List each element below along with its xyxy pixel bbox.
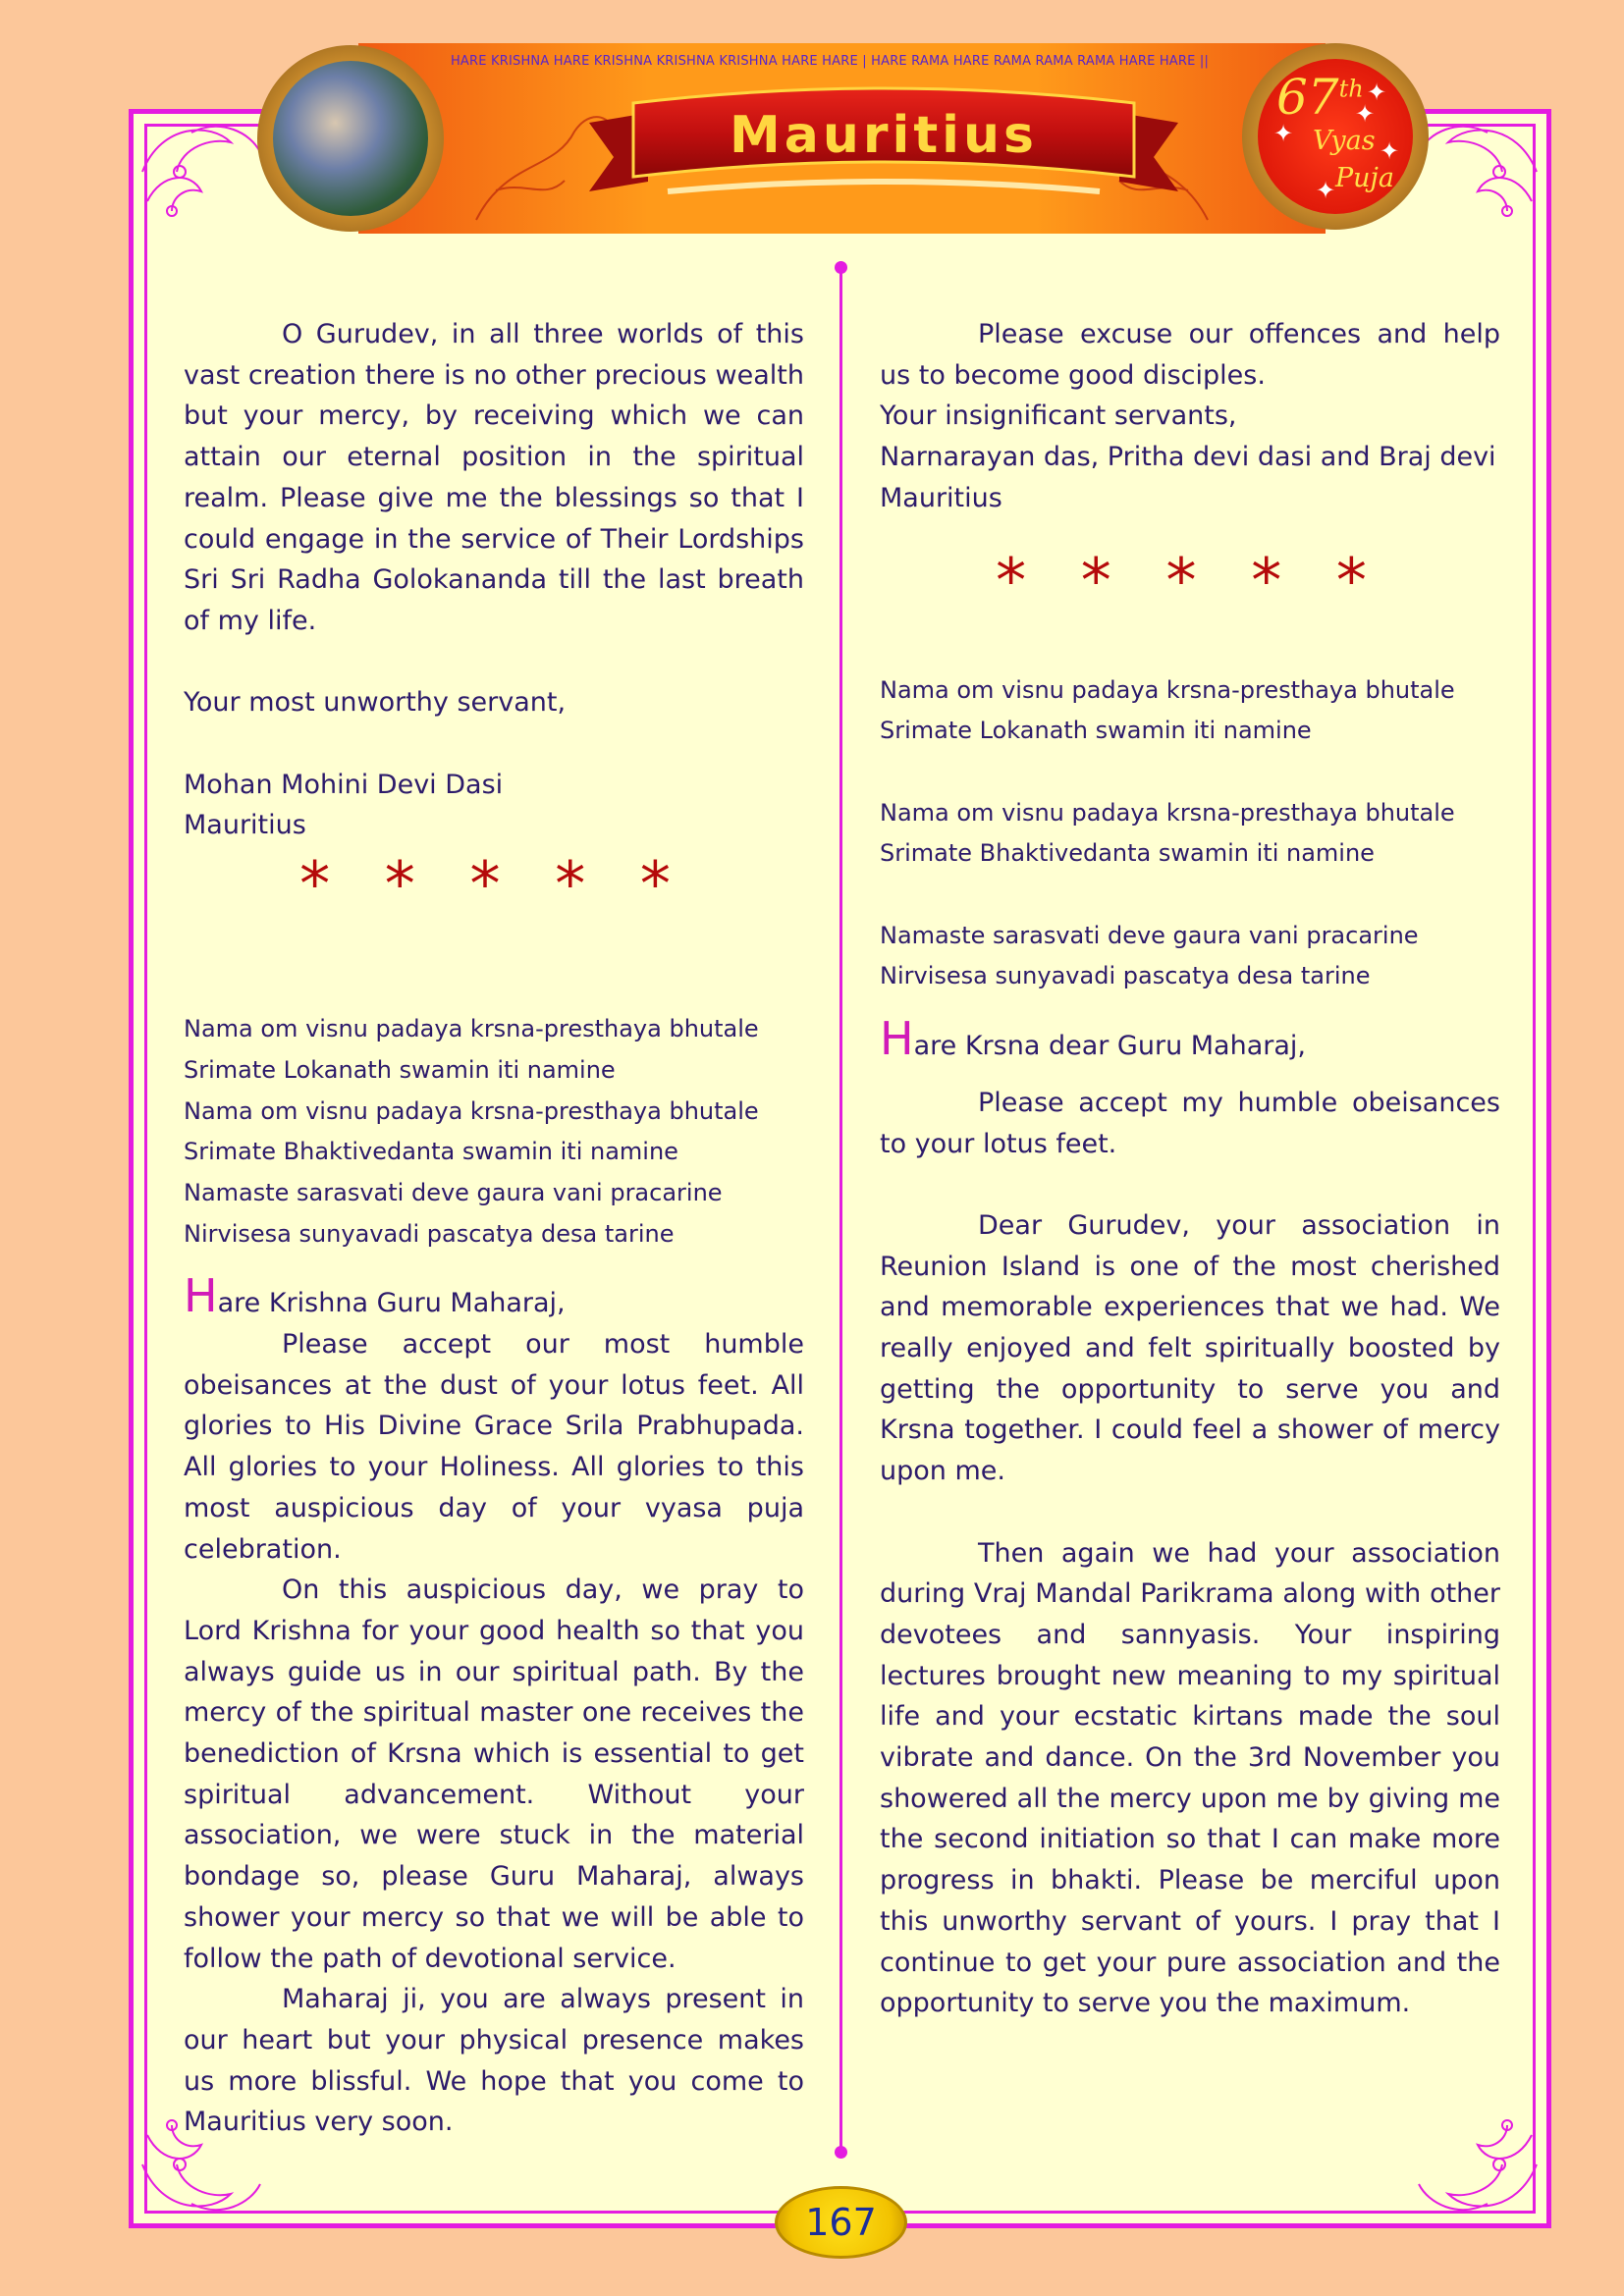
greeting: Hare Krsna dear Guru Maharaj, [880, 1012, 1306, 1066]
verse-line: Srimate Bhaktivedanta swamin iti namine [184, 1138, 678, 1166]
letter-paragraph: Dear Gurudev, your association in Reunion Island is one of the most cherished and memorable experiences that we had. We really enjoyed and felt spiritually boosted by getting the opportunity to serve you and Krsna together. I could feel a shower of mercy upon me. [880, 1209, 1500, 1487]
letter-paragraph: Please excuse our offences and help us to become good disciples. [880, 319, 1500, 391]
verse-line: Srimate Lokanath swamin iti namine [184, 1055, 616, 1084]
puja-label: Puja [1335, 163, 1395, 193]
verse-line: Nirvisesa sunyavadi pascatya desa tarine [184, 1219, 675, 1248]
verse-line: Srimate Lokanath swamin iti namine [880, 717, 1312, 745]
verse-line: Nirvisesa sunyavadi pascatya desa tarine [880, 962, 1371, 990]
corner-flourish-top-left [133, 113, 270, 231]
signature-place: Mauritius [184, 810, 306, 841]
anniversary-number: 67th [1276, 69, 1364, 126]
verse-line: Namaste sarasvati deve gaura vani pracarine [184, 1178, 723, 1206]
drop-initial: H [184, 1269, 218, 1323]
divider-dot-bottom [835, 2146, 847, 2159]
verse-line: Namaste sarasvati deve gaura vani pracarine [880, 921, 1419, 949]
verse-line: Srimate Bhaktivedanta swamin iti namine [880, 839, 1375, 868]
drop-initial: H [880, 1012, 914, 1066]
country-title: Mauritius [730, 106, 1038, 165]
verse-line: Nama om visnu padaya krsna-presthaya bhutale [184, 1096, 759, 1125]
column-divider [839, 267, 842, 2154]
separator-stars: * * * * * [299, 848, 688, 921]
sparkle-icon: ✦ [1355, 100, 1376, 128]
mantra-text: HARE KRISHNA HARE KRISHNA KRISHNA KRISHNA HARE HARE | HARE RAMA HARE RAMA RAMA RAMA HARE HARE || [450, 54, 1210, 69]
deity-image [273, 61, 428, 216]
letter-paragraph: On this auspicious day, we pray to Lord Krishna for your good health so that you always guide us in our spiritual path. By the mercy of the spiritual master one receives the benediction of Krsna which is essential to get spiritual advancement. Without your association, we were stuck in the material bondage so, please Guru Maharaj, always shower your mercy so that we will be able to follow the path of devotional service. [184, 1575, 804, 1974]
sparkle-icon: ✦ [1273, 120, 1294, 147]
sparkle-icon: ✦ [1367, 79, 1387, 106]
verse-line: Nama om visnu padaya krsna-presthaya bhutale [184, 1015, 759, 1043]
vyas-label: Vyas [1313, 126, 1376, 156]
letter-closing: Your most unworthy servant, [184, 687, 567, 719]
sparkle-icon: ✦ [1380, 137, 1400, 165]
deity-medallion [257, 45, 444, 232]
letter-paragraph: Please accept my humble obeisances to your lotus feet. [880, 1087, 1500, 1159]
letter-paragraph: O Gurudev, in all three worlds of this vast creation there is no other precious wealth but your mercy, by receiving which we can attain our eternal position in the spiritual realm. Please give me the blessings so that I could engage in the service of Their Lordships Sri Sri Radha Golokananda till the last breath of my life. [184, 319, 804, 636]
verse-line: Nama om visnu padaya krsna-presthaya bhutale [880, 798, 1455, 827]
letter-closing: Your insignificant servants, [880, 400, 1237, 432]
signature-names: Narnarayan das, Pritha devi dasi and Braj devi [880, 442, 1496, 473]
letter-paragraph: Then again we had your association during Vraj Mandal Parikrama along with other devotees and sannyasis. Your inspiring lectures brought new meaning to my spiritual life and your ecstatic kirtans made the soul vibrate and dance. On the 3rd November you showered all the mercy upon me by giving me the second initiation so that I can make more progress in bhakti. Please be merciful upon this unworthy servant of yours. I pray that I continue to get your pure association and the opportunity to serve you the maximum. [880, 1537, 1500, 2019]
signature-name: Mohan Mohini Devi Dasi [184, 769, 504, 800]
letter-paragraph: Maharaj ji, you are always present in our heart but your physical presence makes us more blissful. We hope that you come to Mauritius very soon. [184, 1984, 804, 2138]
letter-paragraph: Please accept our most humble obeisances at the dust of your lotus feet. All glories to His Divine Grace Srila Prabhupada. All glories to your Holiness. All glories to this most auspicious day of your vyasa puja celebration. [184, 1329, 804, 1565]
corner-flourish-top-right [1409, 113, 1546, 231]
sparkle-icon: ✦ [1316, 177, 1336, 204]
greeting: Hare Krishna Guru Maharaj, [184, 1269, 566, 1323]
left-column [184, 314, 804, 2143]
page-number-badge: 167 [775, 2186, 907, 2259]
separator-stars: * * * * * [996, 544, 1384, 616]
divider-dot-top [835, 261, 847, 274]
right-column [880, 314, 1500, 2024]
verse-line: Nama om visnu padaya krsna-presthaya bhutale [880, 675, 1455, 704]
signature-place: Mauritius [880, 482, 1002, 513]
corner-flourish-bottom-right [1409, 2106, 1546, 2223]
